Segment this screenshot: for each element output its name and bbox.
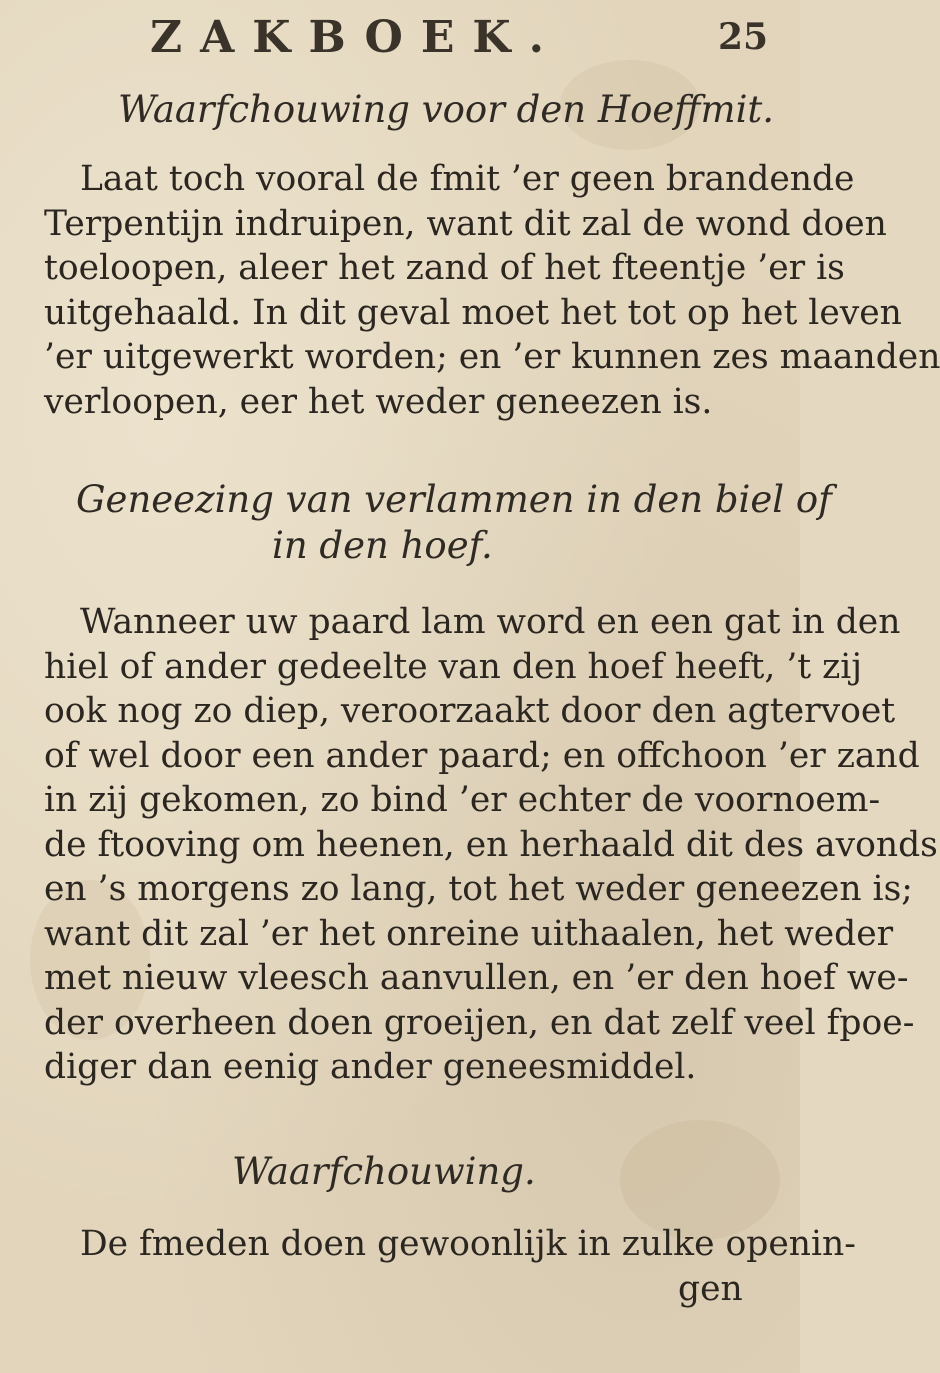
heading-line: Geneezing van verlammen in den biel of <box>76 478 832 521</box>
paragraph-line: of wel door een ander paard; en offchoon ’er zand <box>44 735 920 776</box>
paragraph-line: hiel of ander gedeelte van den hoef heeft, ’t zij <box>44 646 863 687</box>
running-title: ZAKBOEK. <box>150 12 562 63</box>
paragraph-line: verloopen, eer het weder geneezen is. <box>44 381 713 422</box>
paragraph-line: diger dan eenig ander geneesmiddel. <box>44 1047 697 1087</box>
paragraph-line: uitgehaald. In dit geval moet het tot op het leven <box>44 292 902 333</box>
paragraph-line: toeloopen, aleer het zand of het fteentje ’er is <box>44 248 845 288</box>
paragraph-line: met nieuw vleesch aanvullen, en ’er den hoef we- <box>44 958 909 998</box>
paragraph <box>44 1222 856 1311</box>
paragraph <box>44 157 940 424</box>
paragraph <box>44 600 938 1090</box>
paragraph-line: Terpentijn indruipen, want dit zal de wond doen <box>44 203 887 244</box>
paragraph-line: gen <box>678 1268 743 1309</box>
section-heading <box>272 524 493 567</box>
heading-line: Waarfchouwing. <box>232 1150 536 1193</box>
paragraph-line: De fmeden doen gewoonlijk in zulke openin- <box>80 1224 856 1264</box>
paragraph-line: ook nog zo diep, veroorzaakt door den agtervoet <box>44 691 896 731</box>
section-heading <box>118 88 774 131</box>
paragraph-line: want dit zal ’er het onreine uithaalen, het weder <box>44 913 894 954</box>
paragraph-line: Wanneer uw paard lam word en een gat in den <box>80 602 901 642</box>
section-heading <box>76 478 832 521</box>
heading-line: Waarfchouwing voor den Hoeffmit. <box>118 88 775 131</box>
paragraph-line: der overheen doen groeijen, en dat zelf veel fpoe- <box>44 1002 915 1043</box>
paragraph-line: en ’s morgens zo lang, tot het weder geneezen is; <box>44 869 913 909</box>
page-number: 25 <box>718 16 769 58</box>
section-heading <box>232 1150 536 1193</box>
paragraph-line: ’er uitgewerkt worden; en ’er kunnen zes maanden <box>44 337 940 377</box>
paragraph-line: Laat toch vooral de fmit ’er geen brandende <box>80 159 855 199</box>
heading-line: in den hoef. <box>272 524 493 567</box>
paragraph-line: de ftooving om heenen, en herhaald dit des avonds <box>44 824 938 865</box>
paragraph-line: in zij gekomen, zo bind ’er echter de voornoem- <box>44 780 881 820</box>
page-header <box>0 12 800 72</box>
